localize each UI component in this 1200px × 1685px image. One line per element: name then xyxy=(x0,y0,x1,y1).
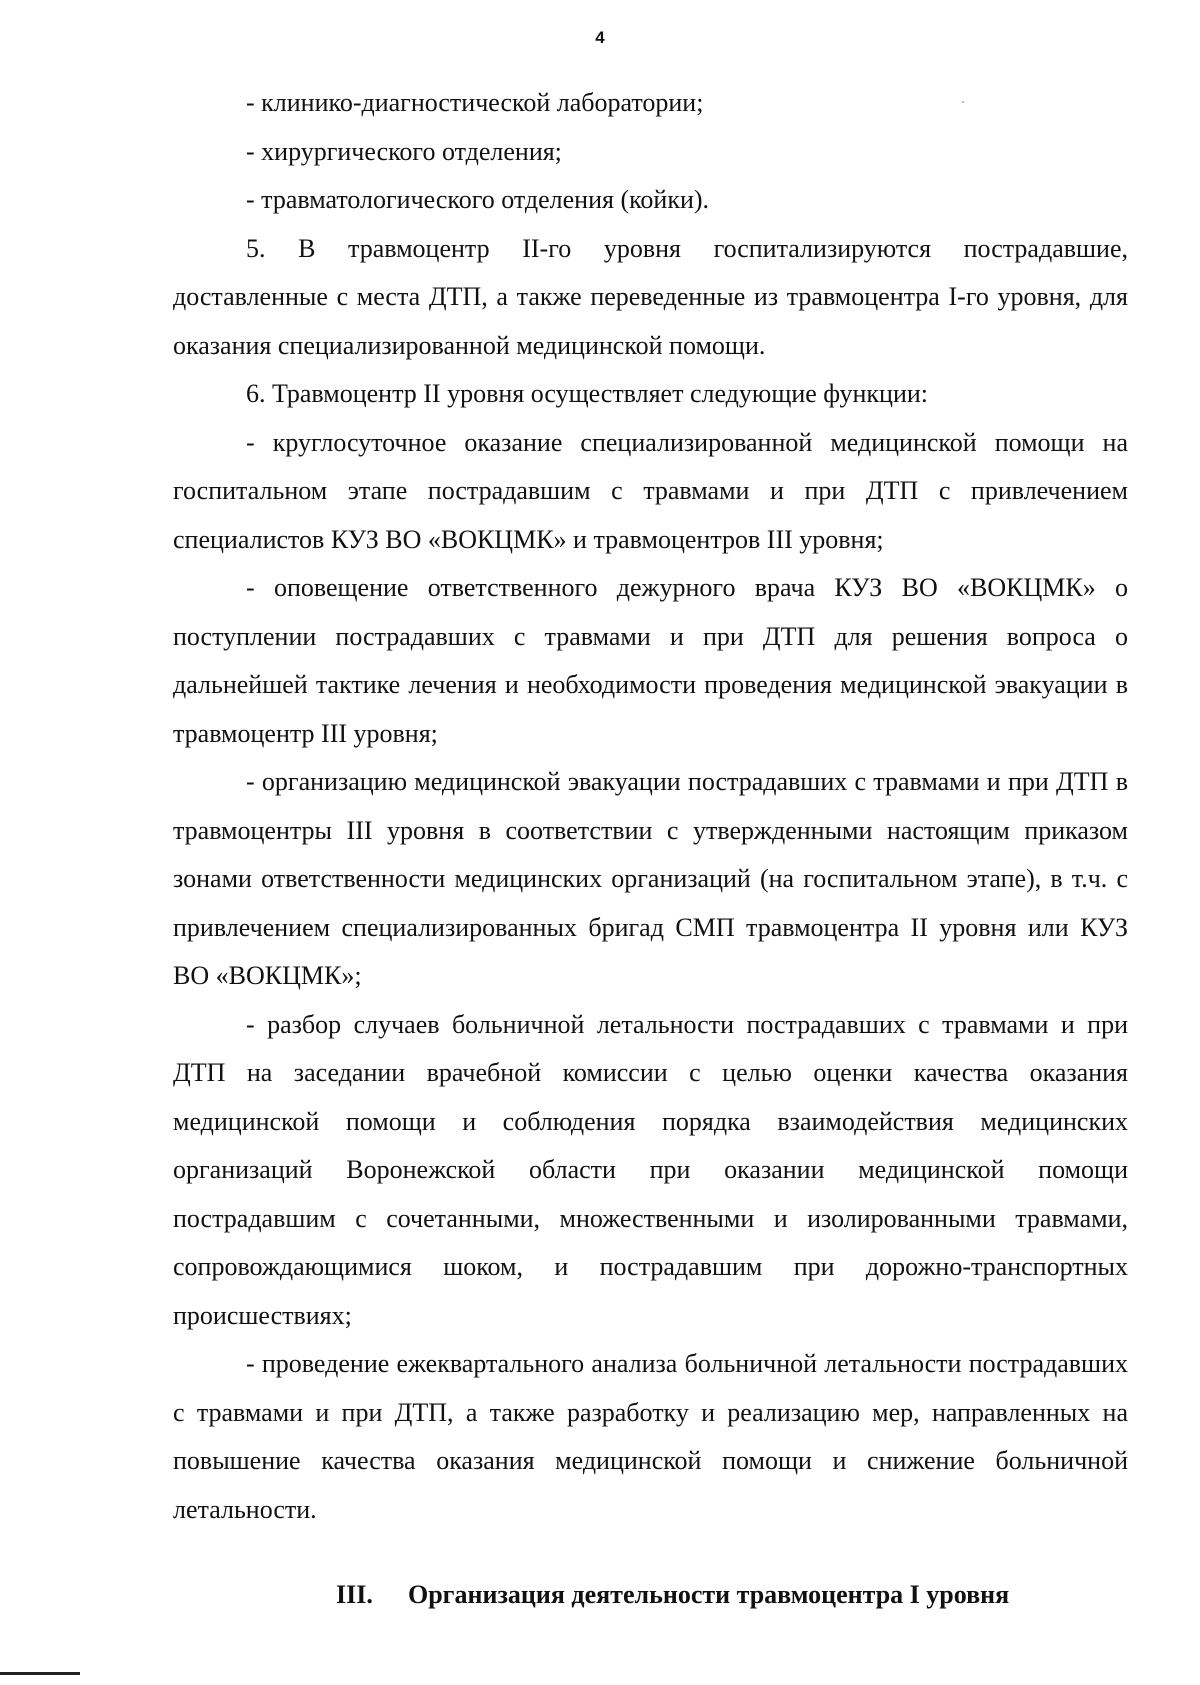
section-heading xyxy=(336,1575,1009,1615)
paragraph-6-functions: 6. Травмоцентр II уровня осуществляет следующие функции: xyxy=(246,379,929,408)
section-title: Организация деятельности травмоцентра I уровня xyxy=(408,1580,1010,1609)
function-round-the-clock-care: - круглосуточное оказание специализированной медицинской помощи на госпитальном этапе пострадавшим с травмами и при ДТП с привлечением специалистов КУЗ ВО «ВОКЦМК» и травмоцентров III уровня; xyxy=(173,427,1128,554)
function-quarterly-analysis: - проведение ежеквартального анализа больничной летальности пострадавших с травмами и при ДТП, а также разработку и реализацию мер, направленных на повышение качества оказания медицинской помощи и снижение больничной летальности. xyxy=(173,1349,1128,1524)
function-mortality-review: - разбор случаев больничной летальности пострадавших с травмами и при ДТП на заседании врачебной комиссии с целью оценки качества оказания медицинской помощи и соблюдения порядка взаимодействия медицинских организаций Воронежской области при оказании медицинской помощи пострадавшим с сочетанными, множественными и изолированными травмами, сопровождающимися шоком, и пострадавшим при дорожно-транспортных происшествиях; xyxy=(173,1009,1128,1330)
page-number: 4 xyxy=(595,28,605,47)
function-evacuation: - организацию медицинской эвакуации пострадавших с травмами и при ДТП в травмоцентры III уровня в соответствии с утвержденными настоящим приказом зонами ответственности медицинских организаций (на госпитальном этапе), в т.ч. с привлечением специализированных бригад СМП травмоцентра II уровня или КУЗ ВО «ВОКЦМК»; xyxy=(173,767,1128,990)
document-body xyxy=(173,79,1128,1534)
section-number: III. xyxy=(336,1580,373,1609)
paragraph-5-hospitalization: 5. В травмоцентр II-го уровня госпитализируются пострадавшие, доставленные с места ДТП, а также переведенные из травмоцентра I-го уровня, для оказания специализированной медицинской помощи. xyxy=(173,233,1128,360)
scan-edge-mark xyxy=(0,1672,80,1675)
function-notification: - оповещение ответственного дежурного врача КУЗ ВО «ВОКЦМК» о поступлении пострадавших с травмами и при ДТП для решения вопроса о дальнейшей тактике лечения и необходимости проведения медицинской эвакуации в травмоцентр III уровня; xyxy=(173,573,1128,748)
list-item-surgery: - хирургического отделения; xyxy=(246,136,562,166)
list-item-traumatology: - травматологического отделения (койки). xyxy=(246,185,710,214)
list-item-lab: - клинико-диагностической лаборатории; xyxy=(246,88,704,117)
